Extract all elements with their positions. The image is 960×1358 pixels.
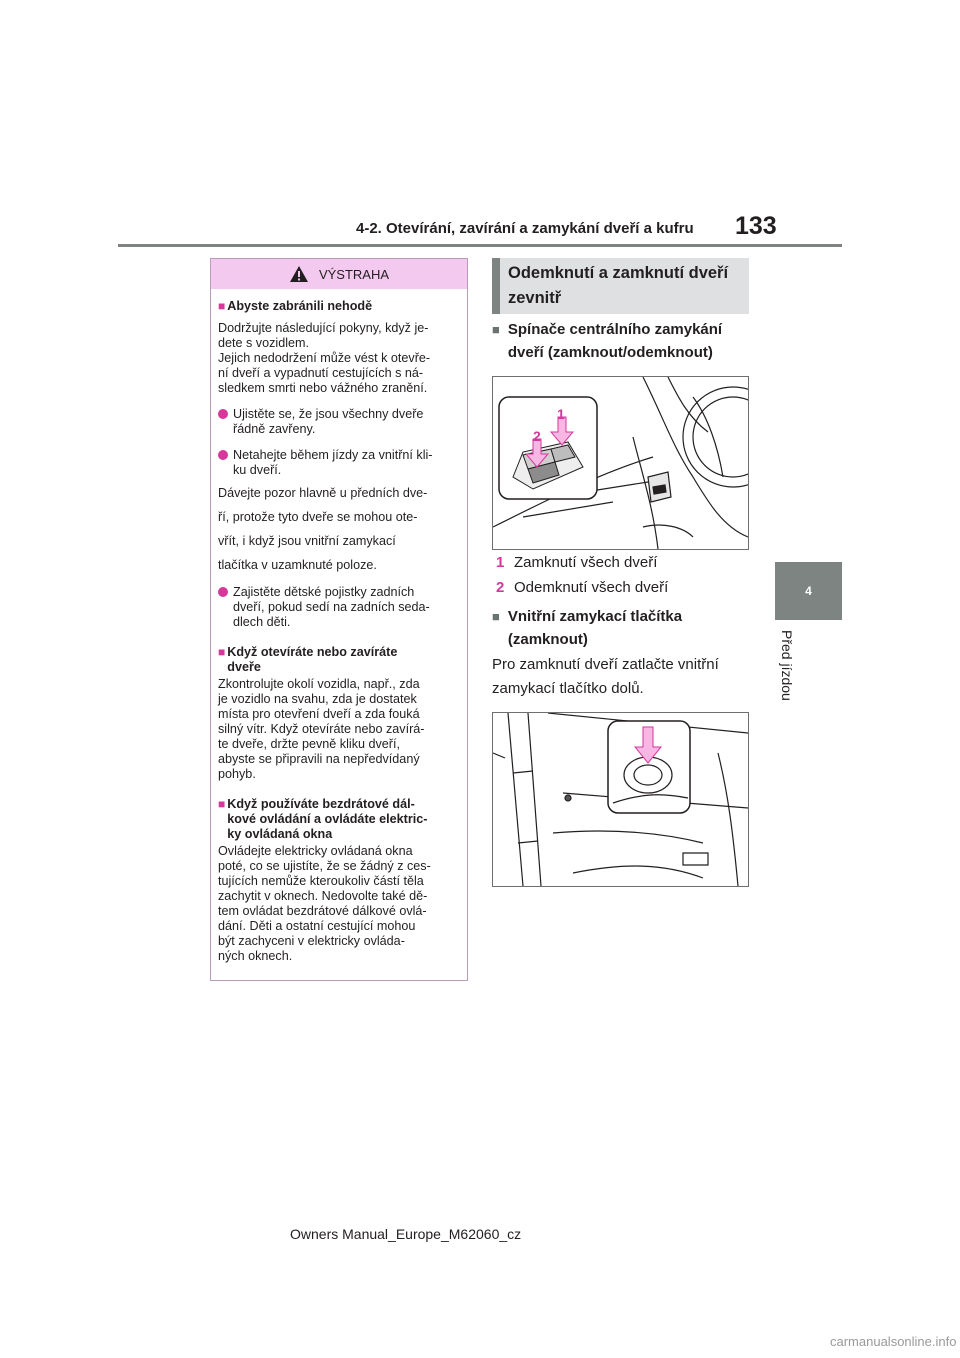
warning-note: Dávejte pozor hlavně u předních dve- ří, protože tyto dveře se mohou ote- vřít, i když jsou vnitřní zamykací tlačítka v uzamknuté poloze.	[218, 486, 428, 572]
legend-item-1: 1 Zamknutí všech dveří	[496, 554, 658, 571]
square-bullet-icon: ■	[492, 609, 500, 624]
warning-heading-accident: ■ Abyste zabránili nehodě	[218, 299, 373, 313]
legend-item-2: 2 Odemknutí všech dveří	[496, 579, 669, 596]
callout-1: 1	[557, 406, 565, 422]
square-bullet-icon: ■	[218, 299, 226, 313]
subsection-title: Odemknutí a zamknutí dveří zevnitř	[492, 258, 749, 314]
inside-lock-button-figure	[492, 712, 749, 887]
heading-central-locking: ■ Spínače centrálního zamykání dveří (zamknout/odemknout)	[492, 318, 722, 364]
warning-bullet: Ujistěte se, že jsou všechny dveře řádně zavřeny.	[218, 407, 461, 437]
door-lock-illustration	[493, 713, 748, 886]
warning-bullet: Netahejte během jízdy za vnitřní kli- ku dveří.	[218, 448, 461, 478]
page-footer: Owners Manual_Europe_M62060_cz	[290, 1226, 522, 1242]
warning-title: VÝSTRAHA	[318, 266, 390, 282]
header-rule	[118, 244, 842, 247]
central-locking-switch-figure	[492, 376, 749, 550]
chapter-number: 4	[805, 584, 812, 598]
callout-2: 2	[533, 428, 541, 444]
warning-paragraph: Ovládejte elektricky ovládaná okna poté, co se ujistíte, že se žádný z ces- tujících nemůže kteroukoliv částí těla zachytit v oknech. Nedovolte také dě- tem ovládat bezdrátové dálkové ovlá- dání. Děti a ostatní cestující mohou být zachyceni v elektricky ovláda- ných oknech.	[218, 844, 431, 963]
circle-bullet-icon	[218, 409, 228, 419]
page-number: 133	[735, 212, 777, 240]
watermark: carmanualsonline.info	[830, 1334, 957, 1349]
circle-bullet-icon	[218, 450, 228, 460]
warning-header	[211, 259, 467, 289]
warning-paragraph: Dodržujte následující pokyny, když je- dete s vozidlem. Jejich nedodržení může vést k otevře- ní dveří a vypadnutí cestujících s ná- sledkem smrti nebo vážného zranění.	[218, 321, 431, 395]
chapter-title	[775, 630, 815, 720]
warning-box	[210, 258, 468, 981]
inside-lock-paragraph: Pro zamknutí dveří zatlačte vnitřní zamykací tlačítko dolů.	[492, 656, 719, 697]
square-bullet-icon: ■	[218, 645, 226, 659]
heading-inside-lock-buttons: ■ Vnitřní zamykací tlačítka (zamknout)	[492, 605, 682, 651]
square-bullet-icon: ■	[492, 322, 500, 337]
section-title: 4-2. Otevírání, zavírání a zamykání dveří a kufru	[356, 220, 694, 237]
chapter-tab[interactable]	[775, 562, 842, 620]
warning-triangle-icon	[289, 265, 309, 283]
warning-heading-doors: ■ Když otevíráte nebo zavíráte dveře	[218, 645, 398, 674]
warning-content	[211, 289, 467, 964]
warning-heading-remote: ■ Když používáte bezdrátové dál- kové ovládání a ovládáte elektric- ky ovládaná okna	[218, 797, 428, 841]
door-switch-illustration	[493, 377, 748, 549]
chapter-title-text: Před jízdou	[779, 630, 795, 701]
warning-paragraph: Zkontrolujte okolí vozidla, např., zda je vozidlo na svahu, zda je dostatek místa pro otevření dveří a zda fouká silný vítr. Když otevíráte nebo zavírá- te dveře, držte pevně kliku dveří, abyste se připravili na nepředvídaný pohyb.	[218, 677, 425, 781]
warning-bullet: Zajistěte dětské pojistky zadních dveří, pokud sedí na zadních seda- dlech děti.	[218, 585, 461, 630]
circle-bullet-icon	[218, 587, 228, 597]
square-bullet-icon: ■	[218, 797, 226, 811]
